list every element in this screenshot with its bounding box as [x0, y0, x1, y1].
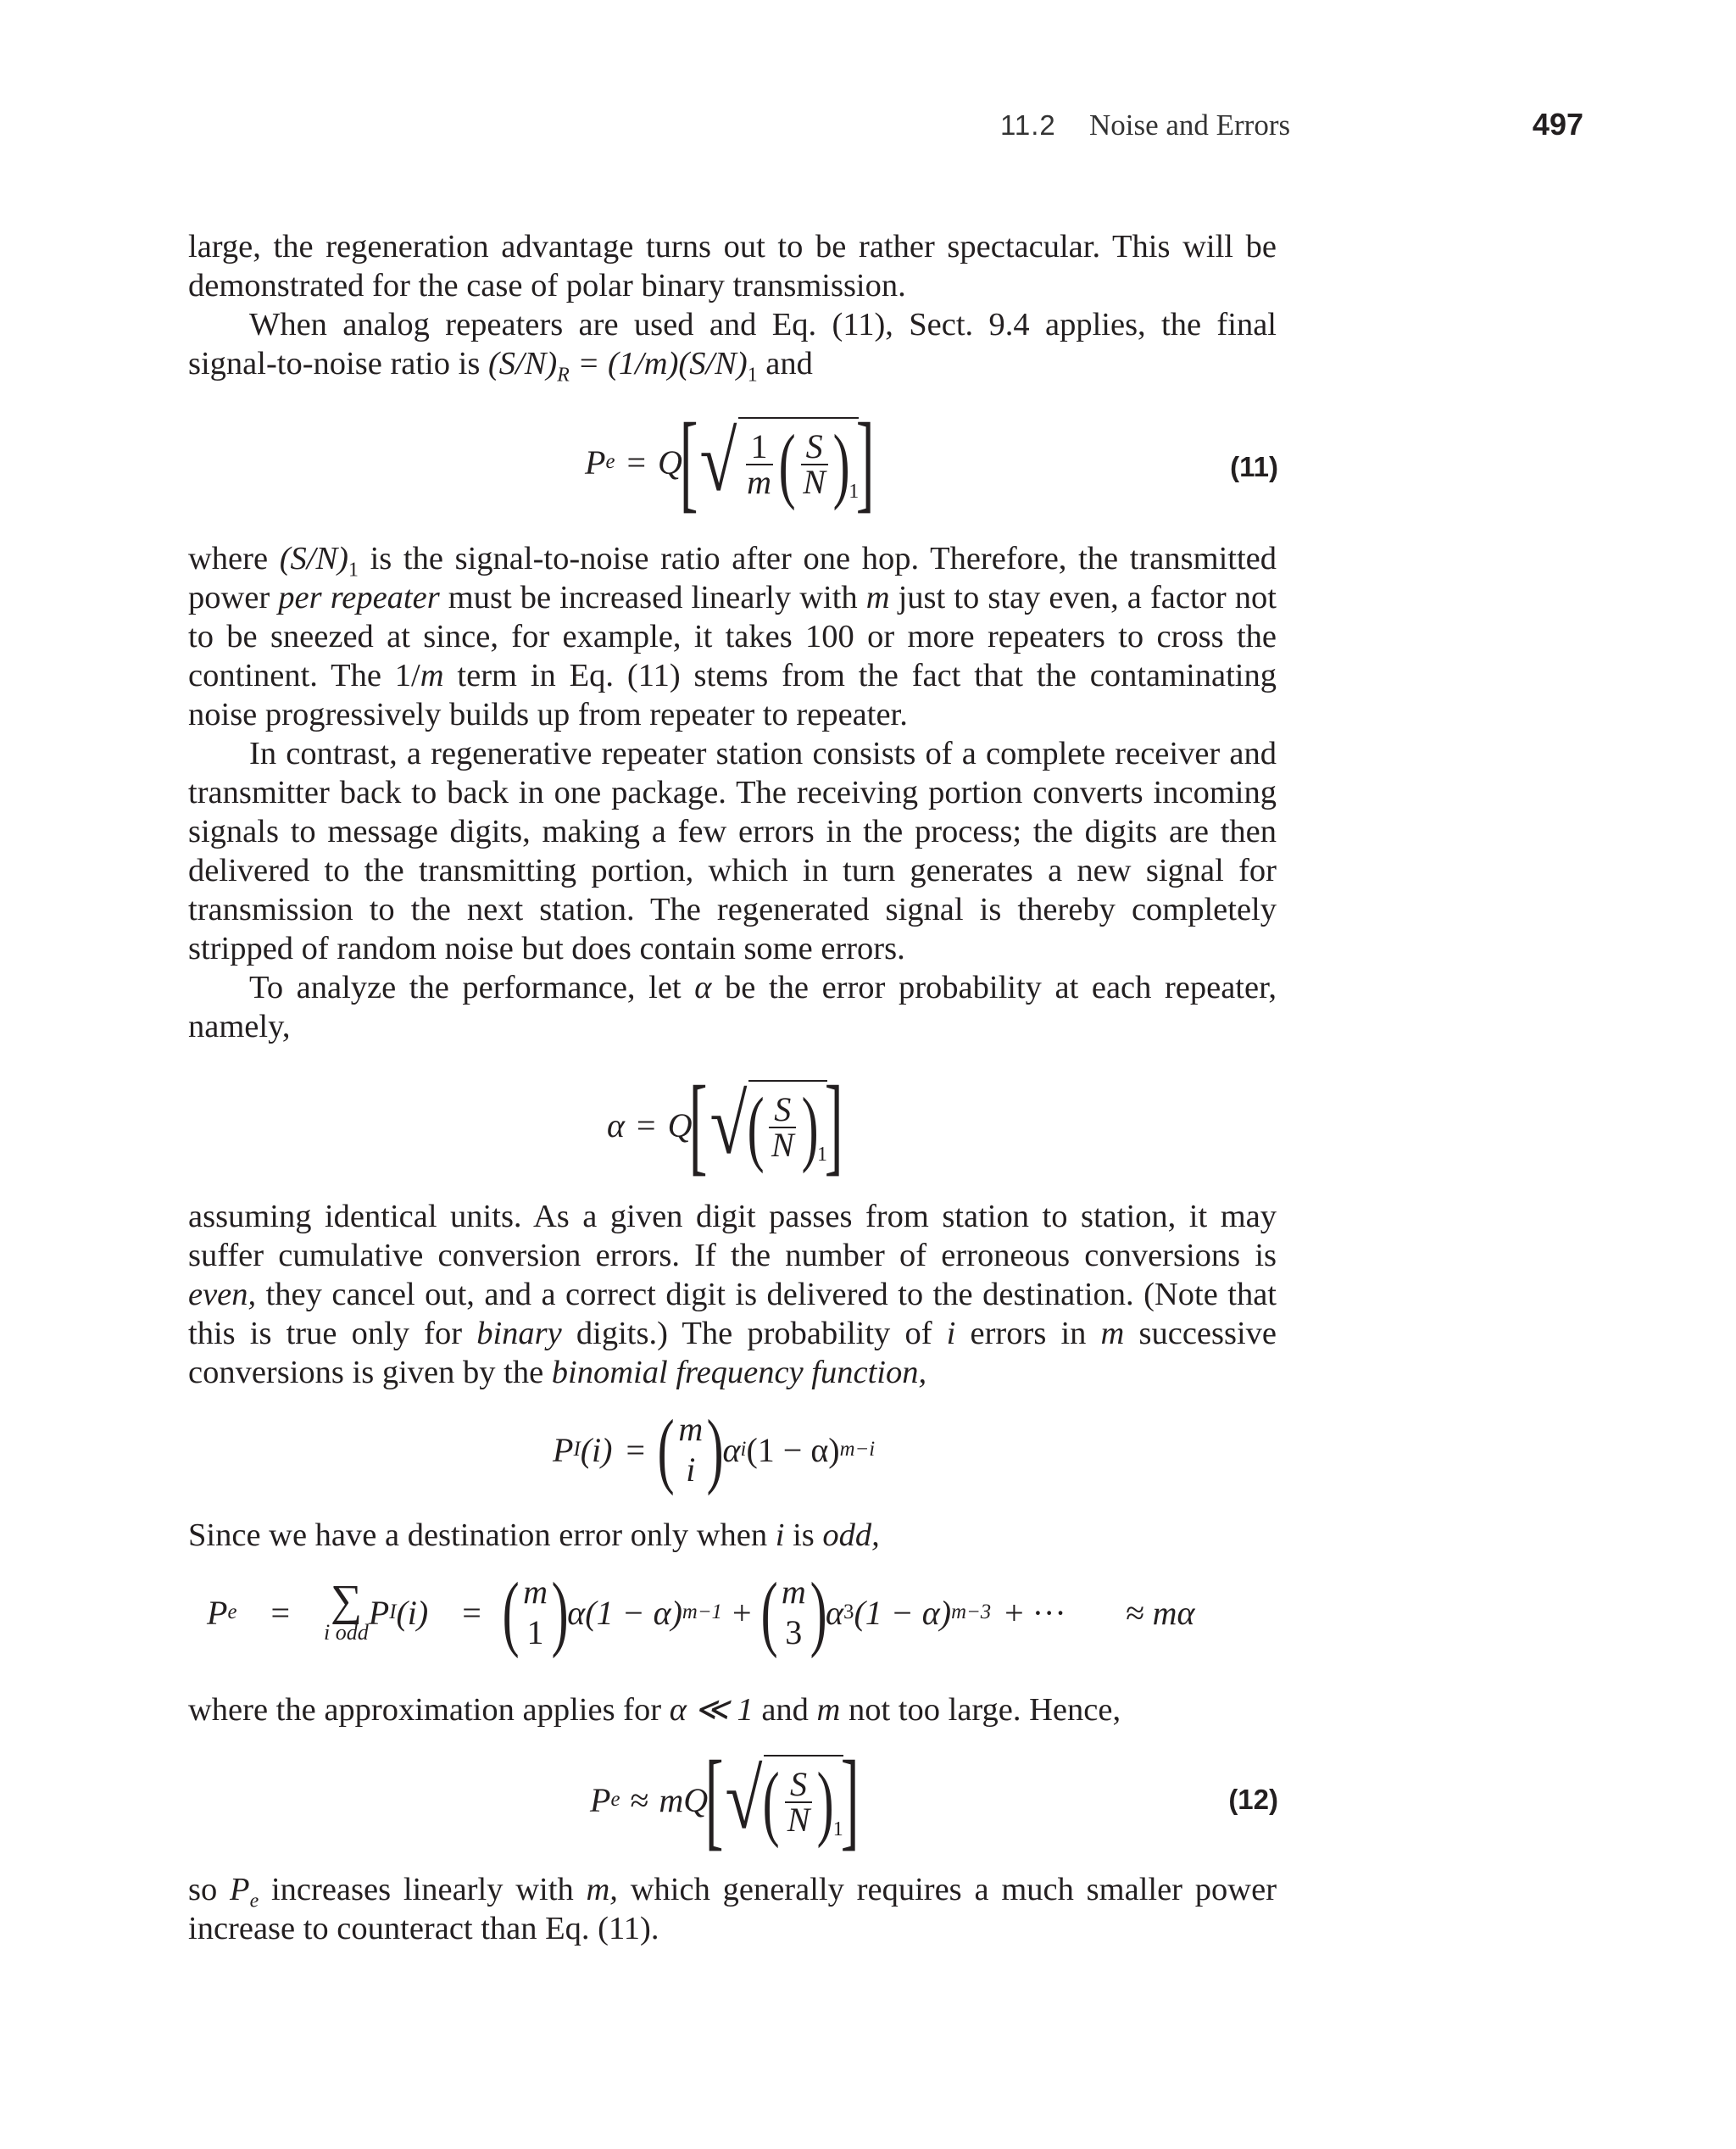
- paragraph-regenerative-repeater: In contrast, a regenerative repeater station consists of a complete receiver and transmitter back to back in one package. The receiving portion converts incoming signals to message digits, making a few errors in the process; the digits are then delivered to the transmitting portion, which in turn generates a new signal for transmission to the next station. The regenerated signal is thereby completely stripped of random noise but does contain some errors.: [188, 736, 1277, 966]
- paragraph-continuation: large, the regeneration advantage turns out to be rather spectacular. This will be demonstrated for the case of polar binary transmission.: [188, 229, 1277, 303]
- paragraph-analog-repeaters: When analog repeaters are used and Eq. (11), Sect. 9.4 applies, the final signal-to-noise ratio is $(S/N)_R = (1/m)(S/N)_1$ and: [188, 307, 1277, 387]
- running-head: [1000, 109, 1290, 142]
- equation-number-11: (11): [1230, 451, 1278, 482]
- paragraph-cumulative-errors: assuming identical units. As a given digit passes from station to station, it may suffer cumulative conversion errors. If the number of erroneous conversions is even, they cancel out, and a correct digit is delivered to the destination. (Note that this is true only for binary digits.) The probability of i errors in m successive conversions is given by the binomial frequency function,: [188, 1199, 1277, 1390]
- equation-11: P e = Q [ √ $\frac{1}{m}$ ( $\frac{S}{N}$ ) 1 ]: [585, 401, 875, 523]
- section-title: Noise and Errors: [1088, 109, 1291, 142]
- paragraph-conclusion: so $P_e$ increases linearly with m, which generally requires a much smaller power increase to counteract than Eq. (11).: [188, 1872, 1277, 1946]
- equation-binomial: P I (i) = ( m i ) α i (1 − α) m−i: [553, 1402, 876, 1496]
- equation-12: P e ≈ mQ [ √ ( $\frac{S}{N}$ ) 1 ]: [590, 1739, 860, 1861]
- page-number: 497: [1532, 107, 1583, 142]
- paragraph-destination-error: Since we have a destination error only when i is odd,: [188, 1517, 880, 1553]
- paragraph-approximation: where the approximation applies for α ≪ 1 and m not too large. Hence,: [188, 1692, 1121, 1728]
- paragraph-analog-power: where $(S/N)_1$ is the signal-to-noise ratio after one hop. Therefore, the transmitted power per repeater must be increased linearly with m just to stay even, a factor not to be sneezed at since, for example, it takes 100 or more repeaters to cross the continent. The 1/m term in Eq. (11) stems from the fact that the contaminating noise progressively builds up from repeater to repeater.: [188, 541, 1277, 732]
- equation-alpha: α = Q [ √ ( $\frac{S}{N}$ ) 1 ]: [607, 1064, 843, 1186]
- section-number: 11.2: [1000, 109, 1056, 141]
- paragraph-analyze-performance: To analyze the performance, let α be the error probability at each repeater, namely,: [188, 970, 1277, 1044]
- equation-number-12: (12): [1228, 1784, 1278, 1815]
- equation-sum: P e = ∑ i odd P I (i) = ( m 1 ) α(1 − α) m−1 + ( m 3 ) α 3 (1 − α) m−3 + ··· ≈ mα: [207, 1565, 1195, 1659]
